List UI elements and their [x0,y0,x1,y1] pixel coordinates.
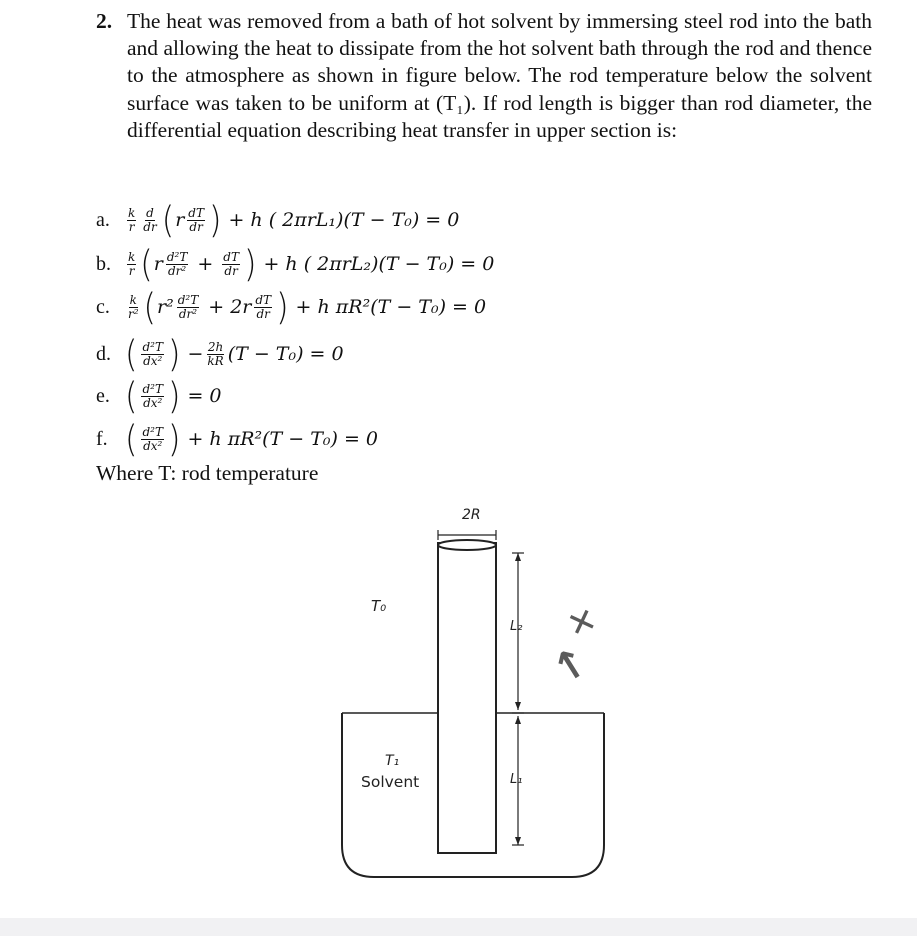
fraction-d2t-over-dr2: $\frac{\text{d²T}}{\text{dr²}}$ [177,292,199,321]
rod-top [438,540,496,550]
option-letter: c. [96,296,110,318]
where-note: Where T: rod temperature [96,461,319,485]
fraction-dt-over-dr: $\frac{dT}{dr}$ [223,249,239,278]
fraction-k-over-r2: $\frac{k}{\text{r²}}$ [128,292,139,321]
plus-sign: + [197,253,214,275]
fraction-d2t-over-dx2: $\frac{\text{d²T}}{\text{dx²}}$ [142,381,163,410]
question-text: The heat was removed from a bath of hot solvent by immersing steel rod into the bath and allowing the heat to dissipate from the hot solvent bath through the rod and thence to the atmosphere as shown in figure below. The rod temperature below the solvent surface was taken to be uniform at (T₁). If rod length is bigger than rod diameter, the differential equation describing heat transfer in upper section is: [127,9,872,142]
equation-rest: + h πR²(T − T₀) = 0 [295,296,487,318]
fraction-d2t-over-dr2: $\frac{\text{d²T}}{\text{dr²}}$ [166,249,188,278]
fraction-dt-over-dr: $\frac{dT}{dr}$ [255,292,272,321]
term-r: r [175,209,185,231]
fraction-d-over-dr: $\frac{d}{dr}$ [143,205,157,234]
equation-rest: + h ( 2πrL₁)(T − T₀) = 0 [228,209,460,231]
equation-rest: (T − T₀) = 0 [227,343,344,365]
figure-drawing [330,505,630,885]
handwritten-arrow-icon: ↑ [544,637,598,695]
fraction-d2t-over-dx2: $\frac{\text{d²T}}{\text{dx²}}$ [142,424,163,453]
steel-rod [438,543,496,853]
equation-rest: = 0 [187,385,222,407]
option-letter: b. [96,253,111,275]
equation-c: $\frac{k}{\text{r²}}$ ( r² $\frac{\text{d²T}}{\text{dr²}}$ + 2r $\frac{dT}{dr}$ ) + h πR²(T − T₀) = 0 [128,285,487,329]
option-letter: a. [96,209,110,231]
equation-a: $\frac{k}{r}$ $\frac{d}{dr}$ ( r $\frac{dT}{dr}$ ) + h ( 2πrL₁)(T − T₀) = 0 [128,198,460,242]
question-number: 2. [96,9,113,33]
label-t1: T₁ [385,753,400,769]
option-letter: d. [96,343,111,365]
fraction-d2t-over-dx2: $\frac{\text{d²T}}{\text{dx²}}$ [142,339,163,368]
equation-rest: + h πR²(T − T₀) = 0 [187,428,378,450]
fraction-k-over-r: $\frac{k}{r}$ [128,205,136,234]
fraction-dt-over-dr: $\frac{dT}{dr}$ [188,205,204,234]
equation-f: ( $\frac{\text{d²T}}{\text{dx²}}$ ) + h πR²(T − T₀) = 0 [125,417,378,461]
term-2r: + 2r [208,296,252,318]
option-letter: f. [96,428,108,450]
label-t0: T₀ [371,597,387,615]
equation-b: $\frac{k}{r}$ ( r $\frac{\text{d²T}}{\text{dr²}}$ + $\frac{dT}{dr}$ ) + h ( 2πrL₂)(T − T₀) = 0 [128,242,495,286]
equation-rest: + h ( 2πrL₂)(T − T₀) = 0 [263,253,495,275]
label-l2: L₂ [510,619,523,634]
fraction-2h-over-kr: $\frac{2h}{kR}$ [207,339,224,368]
minus-sign: − [187,343,204,365]
term-r: r [153,253,163,275]
option-letter: e. [96,385,110,407]
label-solvent: Solvent [361,773,420,791]
footer-strip [0,918,917,936]
rod-bath-figure [330,505,630,885]
handwritten-x-icon: ✕ [562,599,603,647]
label-l1: L₁ [510,772,523,787]
equation-e: ( $\frac{\text{d²T}}{\text{dx²}}$ ) = 0 [125,374,222,418]
equation-d: ( $\frac{\text{d²T}}{\text{dx²}}$ ) − $\frac{2h}{kR}$ (T − T₀) = 0 [125,332,344,376]
term-r2: r² [157,296,174,318]
label-2r: 2R [462,507,481,523]
fraction-k-over-r: $\frac{k}{r}$ [128,249,136,278]
